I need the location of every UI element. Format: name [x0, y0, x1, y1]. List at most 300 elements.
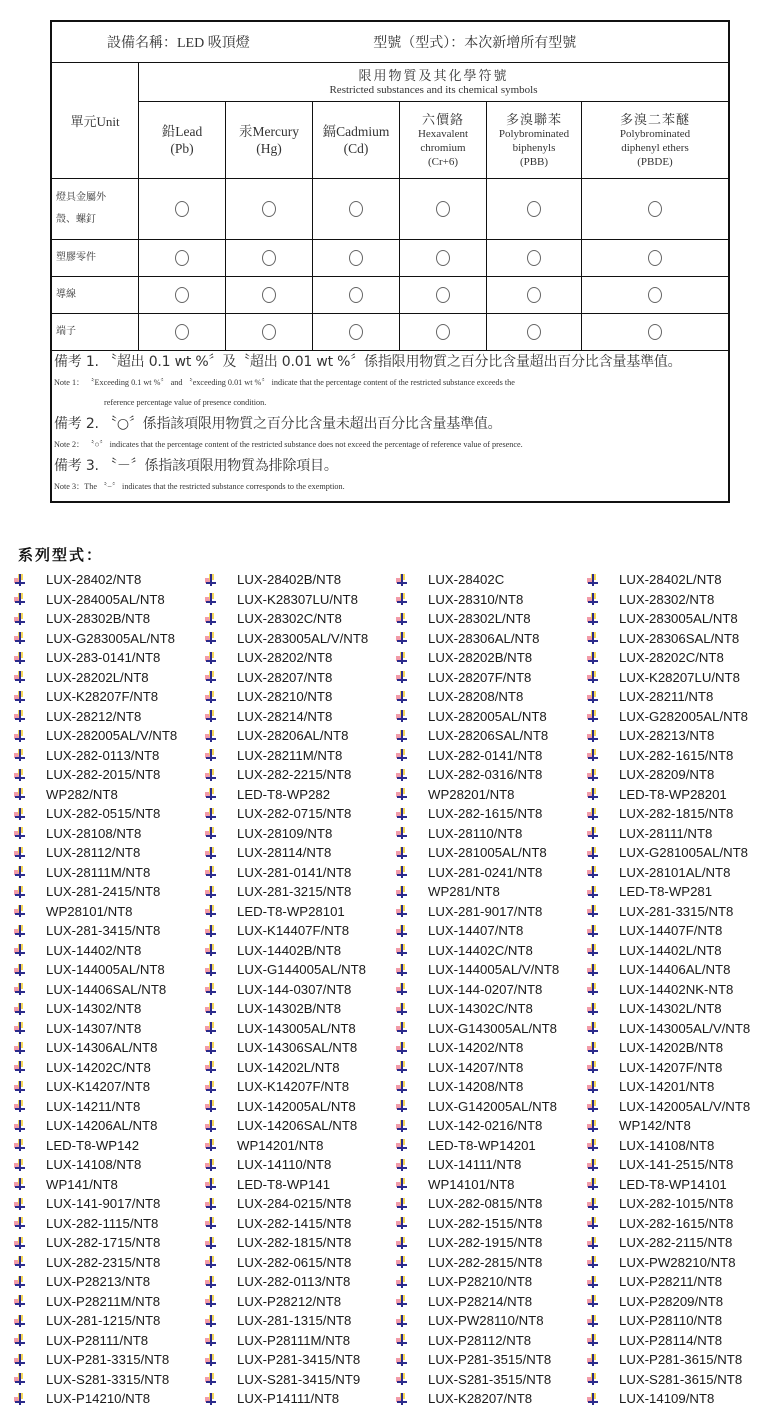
model-name: LUX-K14207/NT8 — [46, 1079, 151, 1095]
arrow-bullet-icon — [12, 1275, 26, 1289]
model-name: LUX-P28209/NT8 — [619, 1293, 724, 1309]
model-name: LUX-14307/NT8 — [46, 1020, 142, 1036]
arrow-bullet-icon — [394, 1197, 408, 1211]
model-name: LUX-K28207F/NT8 — [46, 689, 159, 705]
model-list-item — [203, 1253, 394, 1273]
arrow-bullet-icon — [12, 1392, 26, 1406]
model-name: LUX-14306AL/NT8 — [46, 1040, 158, 1056]
model-name: WP142/NT8 — [619, 1118, 691, 1134]
model-list-item — [394, 882, 585, 902]
circle-mark-icon — [436, 201, 450, 217]
arrow-bullet-icon — [203, 1255, 217, 1269]
model-name: LUX-282-0815/NT8 — [428, 1196, 543, 1212]
circle-mark-icon — [175, 250, 189, 266]
model-name: LUX-282-1715/NT8 — [46, 1235, 161, 1251]
part-label: 端子 — [51, 314, 139, 351]
model-list-item — [203, 629, 394, 649]
model-list-item — [12, 707, 203, 727]
model-name: LUX-281-9017/NT8 — [428, 903, 543, 919]
compliance-cell — [226, 314, 313, 351]
arrow-bullet-icon — [585, 1021, 599, 1035]
part-label — [51, 179, 139, 240]
arrow-bullet-icon — [203, 982, 217, 996]
model-name: LUX-P28211M/NT8 — [46, 1293, 161, 1309]
model-name: LUX-14108/NT8 — [619, 1137, 715, 1153]
arrow-bullet-icon — [203, 1119, 217, 1133]
model-name: LUX-282-2115/NT8 — [619, 1235, 733, 1251]
arrow-bullet-icon — [394, 670, 408, 684]
model-name: LUX-28109/NT8 — [237, 825, 333, 841]
model-list-item — [203, 785, 394, 805]
model-name: LUX-14206SAL/NT8 — [237, 1118, 358, 1134]
model-name: LUX-282-1015/NT8 — [619, 1196, 734, 1212]
model-list-item — [585, 687, 776, 707]
model-name: LUX-P28110/NT8 — [619, 1313, 723, 1329]
model-name: LUX-P28111/NT8 — [46, 1332, 149, 1348]
model-list-item — [12, 1136, 203, 1156]
arrow-bullet-icon — [12, 1353, 26, 1367]
model-name: LUX-P28114/NT8 — [619, 1332, 723, 1348]
model-name: LUX-28212/NT8 — [46, 708, 142, 724]
model-list-item — [203, 1233, 394, 1253]
arrow-bullet-icon — [394, 1236, 408, 1250]
arrow-bullet-icon — [585, 1138, 599, 1152]
arrow-bullet-icon — [394, 1177, 408, 1191]
model-name: LUX-14402/NT8 — [46, 942, 142, 958]
model-list-item — [203, 1136, 394, 1156]
column-header-cadmium — [313, 102, 400, 179]
model-name: LUX-G144005AL/NT8 — [237, 962, 367, 978]
model-name: LUX-28306SAL/NT8 — [619, 630, 740, 646]
arrow-bullet-icon — [12, 1080, 26, 1094]
model-list-item — [203, 941, 394, 961]
model-list-item — [394, 980, 585, 1000]
model-name: LUX-28402C — [428, 572, 505, 588]
model-list-item — [12, 902, 203, 922]
column-header-hexavalent-chromium — [400, 102, 487, 179]
model-name: LUX-G143005AL/NT8 — [428, 1020, 558, 1036]
model-list-item — [394, 1077, 585, 1097]
model-name: LUX-K28207/NT8 — [428, 1391, 533, 1407]
model-list-item — [394, 824, 585, 844]
arrow-bullet-icon — [394, 846, 408, 860]
model-name: LUX-P281-3415/NT8 — [237, 1352, 361, 1368]
model-list-item — [585, 1175, 776, 1195]
model-name: LUX-P281-3515/NT8 — [428, 1352, 552, 1368]
arrow-bullet-icon — [203, 1314, 217, 1328]
model-name: LUX-28108/NT8 — [46, 825, 142, 841]
model-name: LUX-G283005AL/NT8 — [46, 630, 176, 646]
arrow-bullet-icon — [585, 651, 599, 665]
model-list-item — [12, 1194, 203, 1214]
arrow-bullet-icon — [394, 1119, 408, 1133]
note-2-zh: 備考 2. 〝○〞係指該項限用物質之百分比含量未超出百分比含量基準值。 — [54, 416, 502, 432]
model-list-item — [585, 1019, 776, 1039]
model-name: LUX-P28111M/NT8 — [237, 1332, 351, 1348]
model-name: LUX-281005AL/NT8 — [428, 845, 547, 861]
model-list-item — [12, 570, 203, 590]
arrow-bullet-icon — [394, 1099, 408, 1113]
model-list-item — [394, 785, 585, 805]
model-list-item — [585, 785, 776, 805]
arrow-bullet-icon — [12, 1002, 26, 1016]
model-list-item — [585, 765, 776, 785]
model-list-item — [394, 941, 585, 961]
model-list-item — [394, 765, 585, 785]
model-list-item — [394, 1350, 585, 1370]
model-list-item — [394, 1389, 585, 1409]
circle-mark-icon — [436, 287, 450, 303]
model-name: LUX-P28212/NT8 — [237, 1293, 342, 1309]
arrow-bullet-icon — [203, 1197, 217, 1211]
model-name: LUX-28208/NT8 — [428, 689, 524, 705]
model-name: LUX-28302C/NT8 — [237, 611, 342, 627]
arrow-bullet-icon — [394, 1372, 408, 1386]
model-name: LUX-282-2015/NT8 — [46, 767, 161, 783]
model-name: LUX-282-1415/NT8 — [237, 1215, 352, 1231]
model-name: LUX-28209/NT8 — [619, 767, 715, 783]
model-list-item — [585, 668, 776, 688]
circle-mark-icon — [349, 287, 363, 303]
arrow-bullet-icon — [394, 963, 408, 977]
model-name: LUX-282-1815/NT8 — [619, 806, 734, 822]
model-name: LUX-14111/NT8 — [428, 1157, 522, 1173]
arrow-bullet-icon — [585, 729, 599, 743]
note-1-zh: 備考 1. 〝超出 0.1 wt %〞及〝超出 0.01 wt %〞係指限用物質之百分比含量超出百分比含量基準值。 — [54, 354, 682, 370]
arrow-bullet-icon — [585, 631, 599, 645]
arrow-bullet-icon — [12, 1372, 26, 1386]
model-list-item — [394, 1155, 585, 1175]
model-list-item — [12, 1097, 203, 1117]
model-list-item — [585, 1253, 776, 1273]
arrow-bullet-icon — [203, 1392, 217, 1406]
arrow-bullet-icon — [203, 612, 217, 626]
compliance-cell — [226, 179, 313, 240]
model-name: LUX-143005AL/NT8 — [237, 1020, 356, 1036]
arrow-bullet-icon — [585, 1119, 599, 1133]
model-list-item — [585, 1038, 776, 1058]
model-name: LUX-28302L/NT8 — [428, 611, 531, 627]
model-list-item — [12, 1389, 203, 1409]
model-list-item — [203, 1389, 394, 1409]
model-name: LUX-14402C/NT8 — [428, 942, 533, 958]
arrow-bullet-icon — [203, 729, 217, 743]
arrow-bullet-icon — [203, 709, 217, 723]
model-name: LED-T8-WP28201 — [619, 786, 727, 802]
model-list-item — [394, 999, 585, 1019]
arrow-bullet-icon — [12, 943, 26, 957]
arrow-bullet-icon — [12, 768, 26, 782]
model-list-item — [394, 726, 585, 746]
arrow-bullet-icon — [203, 1353, 217, 1367]
model-name: LUX-14206AL/NT8 — [46, 1118, 158, 1134]
model-list-item — [585, 921, 776, 941]
model-list-item — [585, 960, 776, 980]
model-list-item — [203, 999, 394, 1019]
model-list-item — [12, 590, 203, 610]
arrow-bullet-icon — [12, 1060, 26, 1074]
model-list-item — [203, 1350, 394, 1370]
model-name: LUX-28213/NT8 — [619, 728, 715, 744]
circle-mark-icon — [527, 287, 541, 303]
arrow-bullet-icon — [585, 709, 599, 723]
notes-row — [51, 351, 729, 503]
arrow-bullet-icon — [12, 807, 26, 821]
model-name: LUX-S281-3415/NT9 — [237, 1371, 361, 1387]
note-3-en: Note 3：The 〝−〞 indicates that the restricted substance corresponds to the exemption. — [54, 482, 345, 491]
model-name: LUX-284005AL/NT8 — [46, 591, 165, 607]
arrow-bullet-icon — [203, 1294, 217, 1308]
arrow-bullet-icon — [12, 612, 26, 626]
model-list-item — [585, 1136, 776, 1156]
circle-mark-icon — [527, 201, 541, 217]
model-name: LUX-281-3415/NT8 — [46, 923, 161, 939]
model-list-item — [585, 746, 776, 766]
part-label-line2: 殼、螺釘 — [56, 214, 96, 225]
circle-mark-icon — [262, 201, 276, 217]
model-list-item — [585, 980, 776, 1000]
arrow-bullet-icon — [12, 1119, 26, 1133]
arrow-bullet-icon — [585, 1002, 599, 1016]
model-list-item — [203, 668, 394, 688]
series-models-list — [12, 570, 776, 1409]
model-name: LUX-144-0207/NT8 — [428, 981, 543, 997]
model-list-item — [585, 1097, 776, 1117]
arrow-bullet-icon — [203, 1002, 217, 1016]
arrow-bullet-icon — [394, 612, 408, 626]
model-list-item — [394, 590, 585, 610]
model-list-item — [585, 1389, 776, 1409]
column-header-lead-symbol: (Pb) — [170, 141, 194, 156]
arrow-bullet-icon — [394, 1021, 408, 1035]
model-list-item — [203, 648, 394, 668]
model-list-item — [394, 1214, 585, 1234]
model-name: LUX-281-3215/NT8 — [237, 884, 352, 900]
model-name: LUX-K14407F/NT8 — [237, 923, 350, 939]
compliance-cell — [487, 240, 582, 277]
arrow-bullet-icon — [203, 1080, 217, 1094]
arrow-bullet-icon — [12, 1294, 26, 1308]
model-name: LUX-282-0715/NT8 — [237, 806, 352, 822]
column-header-pbde-line2: diphenyl ethers — [621, 141, 689, 154]
model-list-item — [585, 570, 776, 590]
column-header-pbde-line1: Polybrominated — [619, 127, 691, 140]
model-name: LUX-28214/NT8 — [237, 708, 333, 724]
model-name: LUX-28206SAL/NT8 — [428, 728, 549, 744]
arrow-bullet-icon — [394, 1060, 408, 1074]
model-list-item — [12, 629, 203, 649]
model-name: LUX-P14210/NT8 — [46, 1391, 151, 1407]
model-name: LUX-282005AL/NT8 — [428, 708, 547, 724]
compliance-cell — [400, 314, 487, 351]
model-list-item — [394, 668, 585, 688]
model-name: WP141/NT8 — [46, 1176, 118, 1192]
arrow-bullet-icon — [585, 768, 599, 782]
model-name: LUX-14202C/NT8 — [46, 1059, 151, 1075]
model-name: LUX-28202B/NT8 — [428, 650, 533, 666]
model-list-item — [12, 1253, 203, 1273]
arrow-bullet-icon — [585, 924, 599, 938]
circle-mark-icon — [436, 324, 450, 340]
note-2-en: Note 2： 〝○〞 indicates that the percentage content of the restricted substance does not exceed the percentage of reference value of presence. — [54, 440, 523, 449]
model-name: LUX-282-1115/NT8 — [46, 1215, 159, 1231]
model-list-item — [585, 1331, 776, 1351]
arrow-bullet-icon — [203, 1021, 217, 1035]
circle-mark-icon — [262, 287, 276, 303]
model-name: LUX-282-2315/NT8 — [46, 1254, 161, 1270]
arrow-bullet-icon — [585, 1060, 599, 1074]
model-list-item — [203, 843, 394, 863]
arrow-bullet-icon — [203, 690, 217, 704]
compliance-cell — [139, 314, 226, 351]
arrow-bullet-icon — [394, 787, 408, 801]
series-models-heading: 系列型式： — [18, 546, 104, 564]
model-list-item — [585, 648, 776, 668]
model-list-item — [203, 746, 394, 766]
model-name: LUX-142-0216/NT8 — [428, 1118, 543, 1134]
model-name: LUX-28111/NT8 — [619, 825, 713, 841]
model-list-item — [12, 668, 203, 688]
arrow-bullet-icon — [12, 787, 26, 801]
model-name: LUX-14402L/NT8 — [619, 942, 722, 958]
model-name: LUX-14302B/NT8 — [237, 1001, 342, 1017]
compliance-cell — [226, 277, 313, 314]
arrow-bullet-icon — [585, 1353, 599, 1367]
column-header-pbb-symbol: (PBB) — [519, 155, 549, 168]
model-name: LUX-PW28110/NT8 — [428, 1313, 544, 1329]
model-list-item — [394, 1194, 585, 1214]
compliance-cell — [226, 240, 313, 277]
model-list-item — [12, 980, 203, 1000]
circle-mark-icon — [262, 324, 276, 340]
model-list-item — [585, 1058, 776, 1078]
model-list-item — [394, 804, 585, 824]
model-list-item — [585, 707, 776, 727]
arrow-bullet-icon — [585, 963, 599, 977]
model-name: LED-T8-WP14201 — [428, 1137, 536, 1153]
model-list-item — [12, 960, 203, 980]
arrow-bullet-icon — [585, 943, 599, 957]
model-name: LUX-144005AL/NT8 — [46, 962, 165, 978]
model-list-item — [585, 1077, 776, 1097]
model-list-item — [203, 1116, 394, 1136]
model-name: LUX-28402B/NT8 — [237, 572, 342, 588]
arrow-bullet-icon — [394, 826, 408, 840]
arrow-bullet-icon — [203, 846, 217, 860]
model-name: LUX-14110/NT8 — [237, 1157, 332, 1173]
arrow-bullet-icon — [394, 1041, 408, 1055]
model-list-item — [12, 1019, 203, 1039]
circle-mark-icon — [349, 324, 363, 340]
arrow-bullet-icon — [203, 1041, 217, 1055]
model-name: LUX-14208/NT8 — [428, 1079, 524, 1095]
circle-mark-icon — [648, 250, 662, 266]
arrow-bullet-icon — [12, 709, 26, 723]
model-list-item — [203, 902, 394, 922]
model-name: LUX-S281-3615/NT8 — [619, 1371, 743, 1387]
model-name: LUX-28207F/NT8 — [428, 669, 532, 685]
arrow-bullet-icon — [203, 651, 217, 665]
column-header-pbb — [487, 102, 582, 179]
unit-header: 單元Unit — [51, 63, 139, 179]
arrow-bullet-icon — [585, 1392, 599, 1406]
model-name: LUX-14402NK-NT8 — [619, 981, 734, 997]
compliance-cell — [582, 314, 730, 351]
model-list-item — [585, 882, 776, 902]
arrow-bullet-icon — [203, 1372, 217, 1386]
model-list-item — [394, 863, 585, 883]
model-list-item — [12, 1058, 203, 1078]
circle-mark-icon — [527, 250, 541, 266]
model-name: LUX-K14207F/NT8 — [237, 1079, 350, 1095]
arrow-bullet-icon — [585, 670, 599, 684]
model-list-item — [203, 960, 394, 980]
model-list-item — [12, 921, 203, 941]
model-list-item — [394, 1136, 585, 1156]
arrow-bullet-icon — [585, 1275, 599, 1289]
model-list-item — [394, 1311, 585, 1331]
model-list-item — [585, 1292, 776, 1312]
arrow-bullet-icon — [203, 826, 217, 840]
model-list-item — [203, 1077, 394, 1097]
model-name: LUX-282005AL/V/NT8 — [46, 728, 178, 744]
model-name: LUX-14207F/NT8 — [619, 1059, 723, 1075]
substance-columns-row — [51, 102, 729, 179]
model-name: WP282/NT8 — [46, 786, 118, 802]
model-list-item — [394, 960, 585, 980]
compliance-cell — [139, 179, 226, 240]
rohs-declaration-table — [50, 20, 730, 503]
model-list-item — [12, 765, 203, 785]
arrow-bullet-icon — [394, 1275, 408, 1289]
column-header-pbde-zh: 多溴二苯醚 — [619, 111, 690, 127]
model-list-item — [12, 1292, 203, 1312]
arrow-bullet-icon — [203, 573, 217, 587]
model-name: LUX-G142005AL/NT8 — [428, 1098, 558, 1114]
model-name: LUX-28202/NT8 — [237, 650, 333, 666]
model-name: LUX-S281-3515/NT8 — [428, 1371, 552, 1387]
restricted-substances-header — [139, 63, 730, 102]
model-list-item — [394, 629, 585, 649]
model-name: LUX-28112/NT8 — [46, 845, 141, 861]
model-name: LUX-28211/NT8 — [619, 689, 714, 705]
model-name: LUX-14202L/NT8 — [237, 1059, 340, 1075]
model-list-item — [203, 1214, 394, 1234]
model-name: LUX-141-9017/NT8 — [46, 1196, 161, 1212]
column-header-cadmium-name: 鎘Cadmium — [322, 124, 390, 139]
arrow-bullet-icon — [585, 1314, 599, 1328]
column-header-pbb-zh: 多溴聯苯 — [505, 111, 562, 127]
arrow-bullet-icon — [394, 1158, 408, 1172]
compliance-cell — [139, 240, 226, 277]
model-name: LUX-28402/NT8 — [46, 572, 142, 588]
arrow-bullet-icon — [585, 573, 599, 587]
model-list-item — [394, 687, 585, 707]
model-name: LUX-14407F/NT8 — [619, 923, 723, 939]
model-name: LUX-283005AL/NT8 — [619, 611, 738, 627]
part-label: 導線 — [51, 277, 139, 314]
model-list-item — [203, 765, 394, 785]
model-list-item — [12, 1370, 203, 1390]
arrow-bullet-icon — [394, 1138, 408, 1152]
model-list-item — [203, 726, 394, 746]
arrow-bullet-icon — [203, 807, 217, 821]
model-name: LUX-282-0113/NT8 — [237, 1274, 351, 1290]
model-name: LED-T8-WP142 — [46, 1137, 140, 1153]
arrow-bullet-icon — [203, 904, 217, 918]
model-name: LUX-142005AL/V/NT8 — [619, 1098, 751, 1114]
arrow-bullet-icon — [203, 592, 217, 606]
